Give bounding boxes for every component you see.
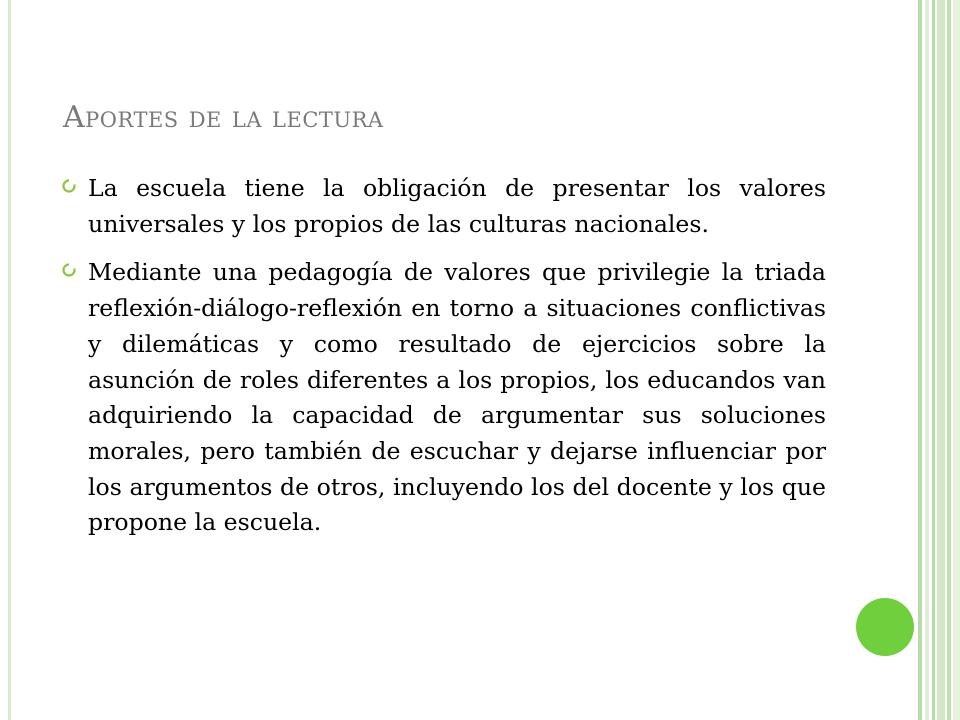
right-decorative-stripe — [918, 0, 922, 720]
left-frame-line — [8, 0, 11, 720]
bullet-text: La escuela tiene la obligación de presentar los valores universales y los propios de las culturas nacionales. — [88, 174, 826, 238]
list-item — [58, 171, 826, 242]
bullet-list — [58, 171, 826, 554]
right-decorative-stripe — [953, 0, 960, 720]
decorative-green-circle — [856, 598, 914, 656]
right-decorative-stripe — [932, 0, 935, 720]
slide-title: Aportes de la lectura — [63, 100, 384, 135]
right-decorative-stripe — [937, 0, 945, 720]
right-decorative-stripe — [925, 0, 929, 720]
open-circle-bullet-icon — [58, 259, 80, 281]
open-circle-bullet-icon — [58, 175, 80, 197]
bullet-text: Mediante una pedagogía de valores que privilegie la triada reflexión-diálogo-reflexión en torno a situaciones conflictivas y dilemáticas y como resultado de ejercicios sobre la asunción de roles diferentes a los propios, los educandos van adquiriendo la capacidad de argumentar sus soluciones morales, pero también de escuchar y dejarse influenciar por los argumentos de otros, incluyendo los del docente y los que propone la escuela. — [88, 258, 826, 537]
list-item — [58, 255, 826, 541]
right-decorative-stripe — [947, 0, 951, 720]
